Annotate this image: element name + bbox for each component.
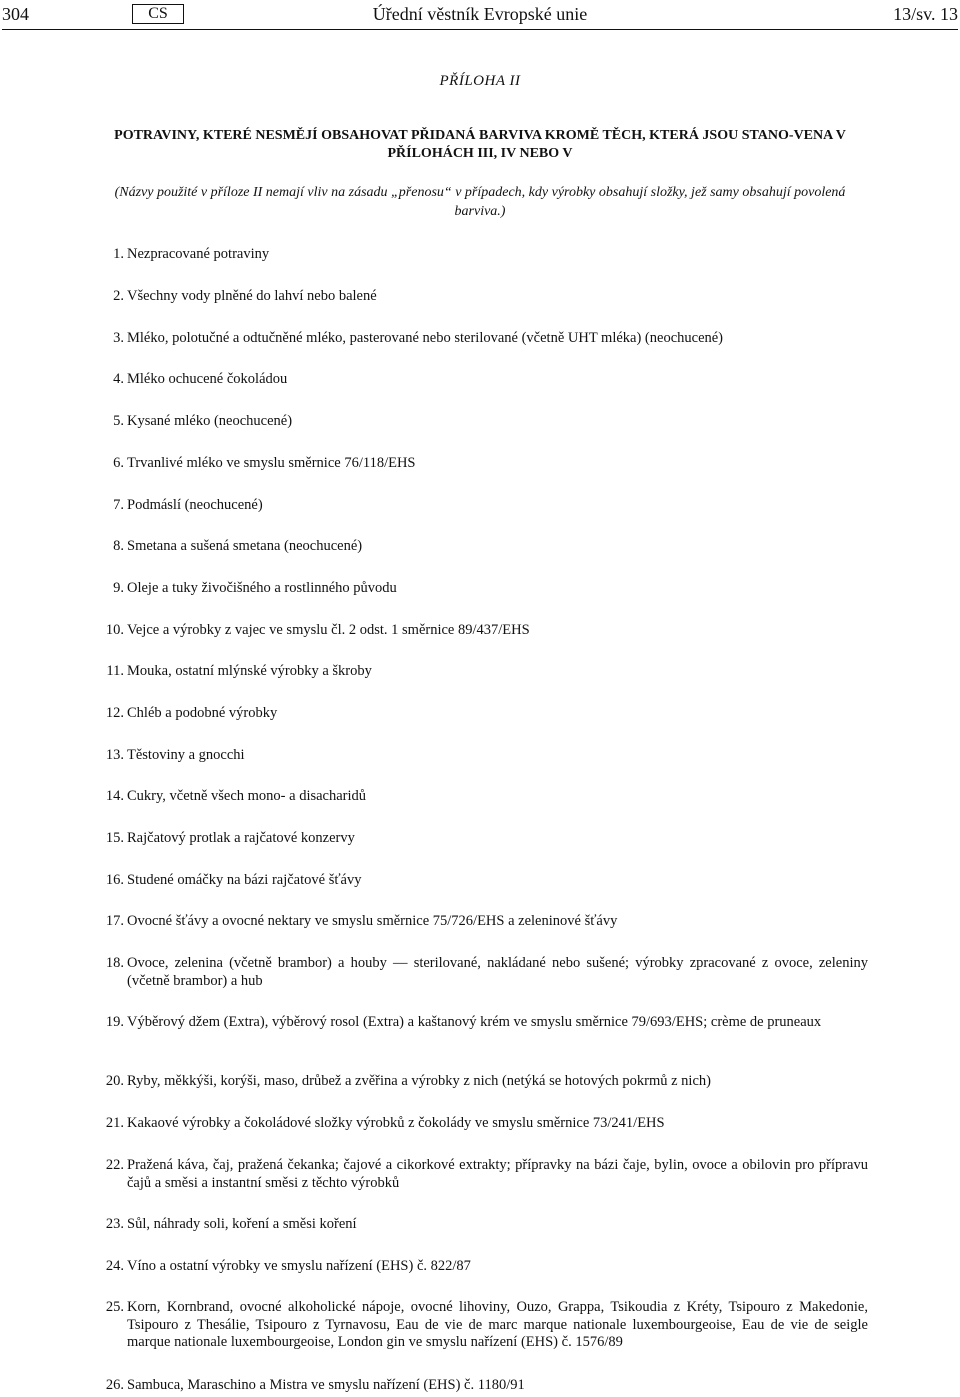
list-item-number: 8. xyxy=(113,538,124,554)
list-item-text: Sambuca, Maraschino a Mistra ve smyslu nařízení (EHS) č. 1180/91 xyxy=(127,1377,525,1393)
list-item xyxy=(98,913,868,931)
list-item-number: 22. xyxy=(105,1157,124,1173)
list-item-text: Mléko, polotučné a odtučněné mléko, pasterované nebo sterilované (včetně UHT mléka) (neochucené) xyxy=(127,330,724,346)
list-item xyxy=(98,705,868,723)
list-item-text: Korn, Kornbrand, ovocné alkoholické nápoje, ovocné lihoviny, Ouzo, Grappa, Tsikoudia z Kréty, Tsipouro z Makedonie, Tsipouro z Thesálie, Tsipouro z Tyrnavosu, Eau de vie de marc marque nationale luxembourgeoise, Eau de vie de seigle marque nationale luxembourgeoise, London gin ve smyslu nařízení (EHS) č. 1576/89 xyxy=(127,1299,868,1350)
list-item-number: 17. xyxy=(105,913,124,929)
list-item-number: 18. xyxy=(105,955,124,971)
list-item-text: Smetana a sušená smetana (neochucené) xyxy=(127,538,363,554)
list-item-text: Rajčatový protlak a rajčatové konzervy xyxy=(127,830,355,846)
list-item-text: Mouka, ostatní mlýnské výrobky a škroby xyxy=(127,663,372,679)
list-item-text: Víno a ostatní výrobky ve smyslu nařízení (EHS) č. 822/87 xyxy=(127,1258,471,1274)
list-item-number: 24. xyxy=(105,1258,124,1274)
list-item xyxy=(98,747,868,765)
list-item xyxy=(98,371,868,389)
list-item-number: 23. xyxy=(105,1216,124,1232)
list-item-number: 13. xyxy=(105,747,124,763)
list-item xyxy=(98,497,868,515)
list-item-number: 10. xyxy=(105,622,124,638)
list-item xyxy=(98,330,868,348)
list-item-number: 4. xyxy=(113,371,124,387)
annex-heading: POTRAVINY, KTERÉ NESMĚJÍ OBSAHOVAT PŘIDANÁ BARVIVA KROMĚ TĚCH, KTERÁ JSOU STANO-VENA V PŘÍLOHÁCH III, IV NEBO V xyxy=(114,128,846,161)
list-item xyxy=(98,663,868,681)
list-item-number: 11. xyxy=(106,663,124,679)
header-rule xyxy=(2,29,958,30)
list-item-number: 16. xyxy=(105,872,124,888)
list-item-number: 25. xyxy=(105,1299,124,1315)
list-item-text: Kysané mléko (neochucené) xyxy=(127,413,293,429)
list-item-number: 1. xyxy=(113,246,124,262)
list-item-number: 9. xyxy=(113,580,124,596)
list-item xyxy=(98,288,868,306)
list-item-text: Mléko ochucené čokoládou xyxy=(127,371,288,387)
list-item-text: Sůl, náhrady soli, koření a směsi koření xyxy=(127,1216,357,1232)
list-item-text: Pražená káva, čaj, pražená čekanka; čajové a cikorkové extrakty; přípravky na bázi čaje, bylin, ovoce a obilovin pro přípravu čajů a směsi a instantní směsi z těchto výrobků xyxy=(127,1157,868,1191)
journal-title: Úřední věstník Evropské unie xyxy=(372,4,588,24)
list-item-text: Cukry, včetně všech mono- a disacharidů xyxy=(127,788,367,804)
list-item xyxy=(98,830,868,848)
list-item-text: Chléb a podobné výrobky xyxy=(127,705,278,721)
list-item xyxy=(98,413,868,431)
list-item-text: Výběrový džem (Extra), výběrový rosol (Extra) a kaštanový krém ve smyslu směrnice 79/693/EHS; crème de pruneaux xyxy=(127,1014,822,1030)
list-item-text: Ryby, měkkýši, korýši, maso, drůbež a zvěřina a výrobky z nich (netýká se hotových pokrmů z nich) xyxy=(127,1073,711,1089)
list-item-number: 12. xyxy=(105,705,124,721)
list-item-number: 2. xyxy=(113,288,124,304)
list-item-text: Nezpracované potraviny xyxy=(127,246,270,262)
list-item-text: Studené omáčky na bázi rajčatové šťávy xyxy=(127,872,362,888)
issue-number: 13/sv. 13 xyxy=(893,4,958,24)
list-item xyxy=(98,788,868,806)
annex-label: PŘÍLOHA II xyxy=(439,73,521,89)
list-item xyxy=(98,1299,868,1352)
list-item-number: 6. xyxy=(113,455,124,471)
list-item-text: Kakaové výrobky a čokoládové složky výrobků z čokolády ve smyslu směrnice 73/241/EHS xyxy=(127,1115,665,1131)
list-item xyxy=(98,1377,868,1395)
list-item-text: Podmáslí (neochucené) xyxy=(127,497,263,513)
list-item xyxy=(98,622,868,640)
list-item-text: Všechny vody plněné do lahví nebo balené xyxy=(127,288,377,304)
list-item-text: Ovoce, zelenina (včetně brambor) a houby — sterilované, nakládané nebo sušené; výrobky zpracované z ovoce, zeleniny (včetně brambor) a hub xyxy=(127,955,868,989)
list-item-text: Těstoviny a gnocchi xyxy=(127,747,245,763)
list-item xyxy=(98,872,868,890)
list-item-number: 19. xyxy=(105,1014,124,1030)
list-item xyxy=(98,455,868,473)
list-item xyxy=(98,538,868,556)
list-item xyxy=(98,1258,868,1276)
list-item xyxy=(98,246,868,264)
annex-note: (Názvy použité v příloze II nemají vliv na zásadu „přenosu“ v případech, kdy výrobky obsahují složky, jež samy obsahují povolená barviva.) xyxy=(114,185,846,219)
list-item-text: Vejce a výrobky z vajec ve smyslu čl. 2 odst. 1 směrnice 89/437/EHS xyxy=(127,622,530,638)
list-item xyxy=(98,955,868,990)
list-item-number: 15. xyxy=(105,830,124,846)
list-item xyxy=(98,1014,868,1032)
list-item-text: Oleje a tuky živočišného a rostlinného původu xyxy=(127,580,397,596)
list-item-text: Ovocné šťávy a ovocné nektary ve smyslu směrnice 75/726/EHS a zeleninové šťávy xyxy=(127,913,618,929)
list-item-number: 5. xyxy=(113,413,124,429)
list-item-number: 3. xyxy=(113,330,124,346)
list-item-number: 26. xyxy=(105,1377,124,1393)
list-item xyxy=(98,580,868,598)
list-item xyxy=(98,1157,868,1192)
list-item-number: 14. xyxy=(105,788,124,804)
list-item-number: 7. xyxy=(113,497,124,513)
list-item xyxy=(98,1073,868,1091)
list-item-number: 21. xyxy=(105,1115,124,1131)
list-item xyxy=(98,1115,868,1133)
language-code-box: CS xyxy=(132,4,184,24)
list-item-number: 20. xyxy=(105,1073,124,1089)
list-item-text: Trvanlivé mléko ve smyslu směrnice 76/118/EHS xyxy=(127,455,416,471)
list-item xyxy=(98,1216,868,1234)
page-number: 304 xyxy=(2,4,29,24)
